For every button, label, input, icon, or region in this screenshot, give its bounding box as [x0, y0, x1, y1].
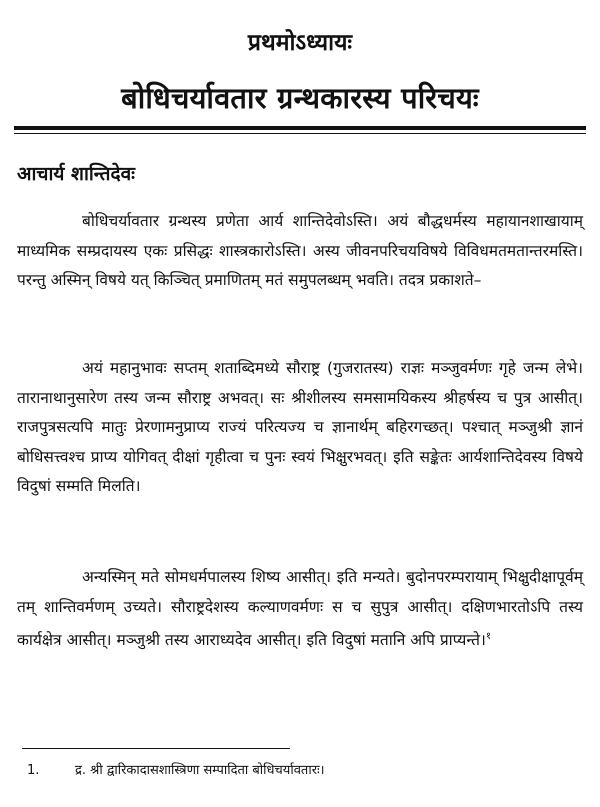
footnote-rule: [22, 748, 290, 749]
paragraph-2: अयं महानुभावः सप्तम् शताब्दिमध्ये सौराष्ट्र (गुजरातस्य) राज्ञः मञ्जुवर्मणः गृहे जन्म लेभे। तारानाथानुसारेण तस्य जन्म सौराष्ट्र अभवत्। सः श्रीशीलस्य समसामयिकस्य श्रीहर्षस्य च पुत्र आसीत्। राजपुत्रसत्यपि मातुः प्रेरणामनुप्राप्य राज्यं परित्यज्य च ज्ञानार्थम् बहिरगच्छत्। पश्चात् मञ्जुश्री ज्ञानं बोधिसत्त्वश्च प्राप्य योगिवत् दीक्षां गृहीत्वा च पुनः स्वयं भिक्षुरभवत्। इति सङ्केतः आर्यशान्तिदेवस्य विषये विदुषां सम्मति मिलति।: [17, 359, 583, 495]
section-heading: आचार्य शान्तिदेवः: [17, 163, 135, 185]
footnote-marker: १: [485, 631, 492, 642]
paragraph-3-text: अन्यस्मिन् मते सोमधर्मपालस्य शिष्य आसीत्। इति मन्यते। बुदोनपरम्परायाम् भिक्षुदीक्षापूर्वम् तम् शान्तिवर्मणम् उच्यते। सौराष्ट्रदेशस्य कल्याणवर्मणः स च सुपुत्र आसीत्। दक्षिणभारतोऽपि तस्य कार्यक्षेत्र आसीत्। मञ्जुश्री तस्य आराध्यदेव आसीत्। इति विदुषां मतानि अपि प्राप्यन्ते।: [17, 568, 583, 650]
footnote: [27, 762, 325, 780]
chapter-title: बोधिचर्यावतार ग्रन्थकारस्य परिचयः: [121, 81, 479, 115]
paragraph-1: बोधिचर्यावतार ग्रन्थस्य प्रणेता आर्य शान्तिदेवोऽस्ति। अयं बौद्धधर्मस्य महायानशाखायाम् माध्यमिक सम्प्रदायस्य एकः प्रसिद्धः शास्त्रकारोऽस्ति। अस्य जीवनपरिचयविषये विविधमतमतान्तरमस्ति। परन्तु अस्मिन् विषये यत् किञ्चित् प्रमाणितम् मतं समुपलब्धम् भवति। तदत्र प्रकाशते–: [17, 212, 583, 289]
footnote-number: 1.: [27, 763, 40, 778]
chapter-heading: प्रथमोऽध्यायः: [247, 30, 353, 56]
title-rule-thin: [14, 133, 586, 134]
title-rule-thick: [14, 126, 586, 130]
footnote-text: द्र. श्री द्वारिकादासशास्त्रिणा सम्पादिता बोधिचर्यावतारः।: [75, 763, 325, 778]
paragraph-3: [17, 563, 583, 656]
